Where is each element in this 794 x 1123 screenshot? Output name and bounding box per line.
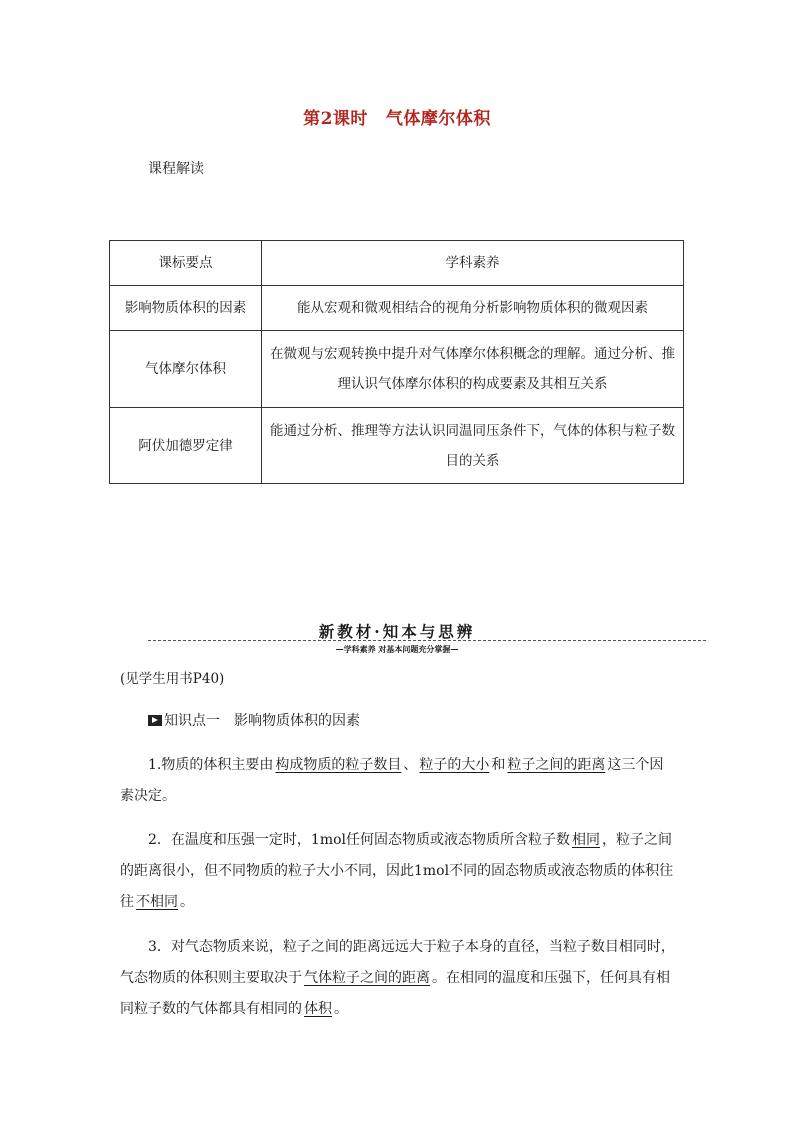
knowledge-point-title: 影响物质体积的因素 [234, 713, 360, 729]
knowledge-point-label: 知识点一 [164, 713, 220, 729]
paragraph-3 [120, 932, 676, 1025]
play-icon [148, 715, 162, 726]
answer-blank: 相同 [572, 832, 600, 848]
lesson-number: 第2课时 [303, 109, 368, 129]
band-title: 新教材·知本与思辨 [318, 622, 476, 641]
paragraph-text: 1.物质的体积主要由 [148, 757, 274, 773]
band-divider [148, 640, 706, 641]
paragraph-text: 2．在温度和压强一定时，1mol任何固态物质或液态物质所含粒子数 [148, 832, 570, 848]
table-cell-point: 阿伏加德罗定律 [110, 408, 262, 484]
answer-blank: 粒子的大小 [419, 757, 490, 773]
reference-note: (见学生用书P40) [120, 671, 225, 687]
table-cell-point: 气体摩尔体积 [110, 331, 262, 408]
curriculum-table [109, 240, 684, 484]
table-cell-literacy: 能通过分析、推理等方法认识同温同压条件下，气体的体积与粒子数目的关系 [262, 408, 684, 484]
table-header-row [110, 241, 684, 286]
answer-blank: 气体粒子之间的距离 [304, 970, 430, 986]
paragraph-1 [120, 750, 676, 812]
table-cell-point: 影响物质体积的因素 [110, 286, 262, 331]
answer-blank: 不相同 [136, 894, 178, 910]
answer-blank: 构成物质的粒子数目 [275, 757, 402, 773]
table-row [110, 408, 684, 484]
paragraph-2 [120, 825, 676, 918]
paragraph-text: 、 [403, 757, 418, 773]
paragraph-text: 这三个因素决定。 [120, 757, 664, 804]
table-cell-literacy: 在微观与宏观转换中提升对气体摩尔体积概念的理解。通过分析、推理认识气体摩尔体积的构成要素及其相互关系 [262, 331, 684, 408]
paragraph-text: 。 [180, 894, 194, 910]
table-row [110, 286, 684, 331]
paragraph-text: 3．对气态物质来说，粒子之间的距离远远大于粒子本身的直径，当粒子数目相同时，气态物质的体积则主要取决于 [120, 939, 675, 986]
paragraph-text: 和 [491, 757, 506, 773]
lesson-topic: 气体摩尔体积 [385, 109, 491, 129]
paragraph-text: 。在相同的温度和压强下，任何具有相同粒子数的气体都具有相同的 [120, 970, 670, 1017]
table-row [110, 331, 684, 408]
table-header: 课标要点 [110, 241, 262, 286]
answer-blank: 粒子之间的距离 [507, 757, 606, 773]
section-label: 课程解读 [148, 161, 204, 177]
answer-blank: 体积 [304, 1001, 332, 1017]
table-cell-literacy: 能从宏观和微观相结合的视角分析影响物质体积的微观因素 [262, 286, 684, 331]
page-title [0, 104, 794, 129]
band-subtitle: —学科素养 对基本问题充分掌握— [335, 644, 459, 654]
paragraph-text: ，粒子之间的距离很小，但不同物质的粒子大小不同，因此1mol不同的固态物质或液态物质的体积往往 [120, 832, 674, 910]
paragraph-text: 。 [334, 1001, 348, 1017]
knowledge-point-heading [148, 710, 360, 730]
table-header: 学科素养 [262, 241, 684, 286]
